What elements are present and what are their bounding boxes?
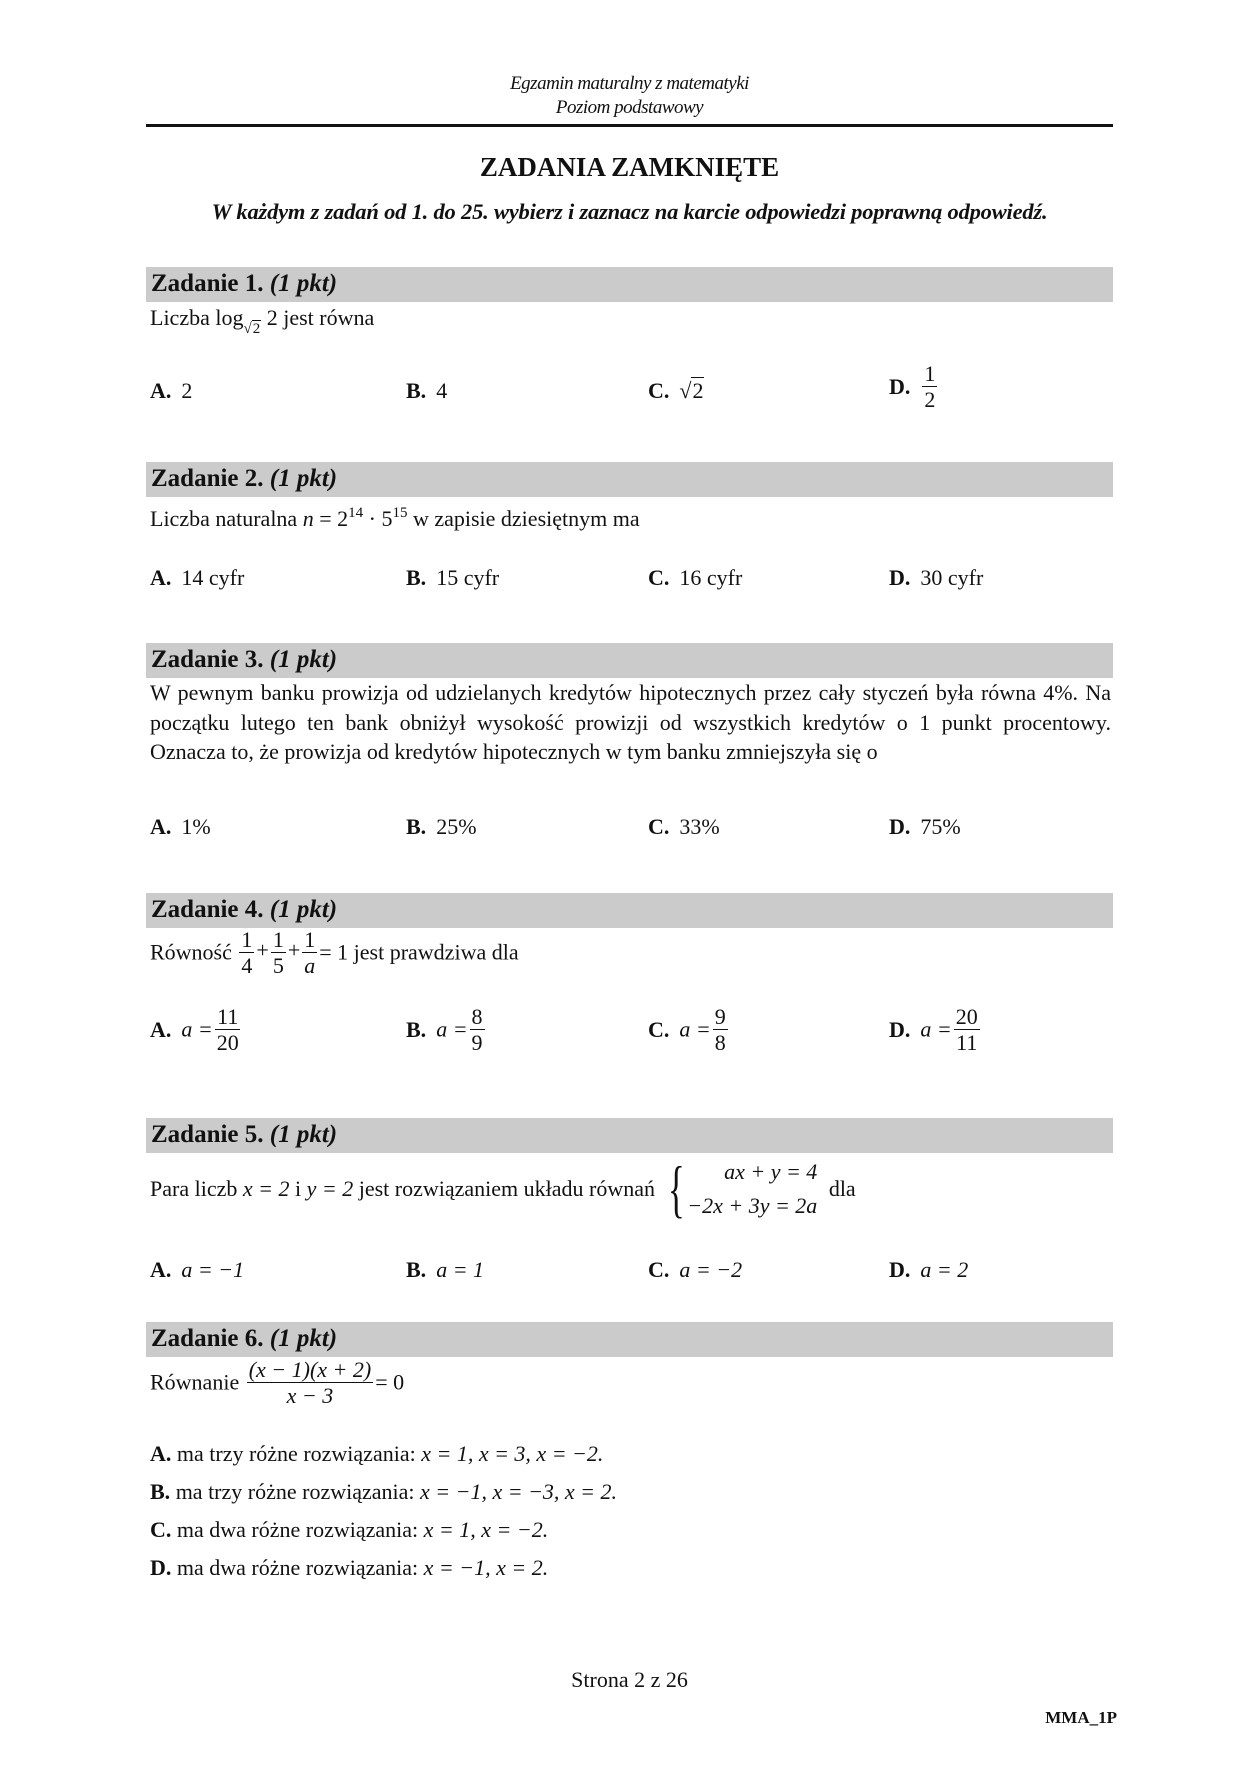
task-3-prompt: W pewnym banku prowizja od udzielanych kredytów hipotecznych przez cały styczeń była równa 4%. Na początku lutego ten bank obniżył wysokość prowizji od wszystkich kredytów o 1 punkt procentowy. Oznacza to, że prowizja od kredytów hipotecznych w tym banku zmniejszyła się o [150, 680, 1111, 764]
variable: n [302, 506, 314, 531]
task-5-option-c[interactable]: C. a = −2 [648, 1257, 743, 1282]
exponent: 14 [348, 505, 364, 521]
task-5-label: Zadanie 5. [151, 1121, 264, 1148]
base: 5 [381, 506, 393, 531]
task-6-prompt [150, 1358, 404, 1407]
task-4-points: (1 pkt) [269, 896, 338, 923]
task-3-option-d[interactable]: D. 75% [889, 814, 961, 839]
prompt-text: Równość [150, 939, 232, 965]
fraction: $\frac{20}{11}$ [955, 1004, 978, 1056]
page-number: Strona 2 z 26 [571, 1667, 688, 1692]
fraction: $\frac{1}{4}$ [241, 927, 253, 979]
task-1-points: (1 pkt) [269, 270, 338, 297]
prompt-text: Liczba log [150, 305, 244, 330]
task-1-option-c[interactable]: C. √2 [648, 378, 704, 403]
rhs: = 0 [375, 1369, 405, 1395]
task-3-header [146, 643, 1113, 678]
base: 2 [337, 506, 349, 531]
task-1-prompt [150, 305, 374, 338]
task-4-option-d[interactable]: D. a = $\frac{20}{11}$ [889, 1004, 978, 1056]
task-4-option-a[interactable]: A. a = $\frac{11}{20}$ [150, 1004, 239, 1056]
prompt-text: dla [828, 1176, 856, 1201]
task-6-option-c[interactable]: C. ma dwa różne rozwiązania: x = 1, x = −2. [150, 1517, 549, 1542]
fraction: $\frac{11}{20}$ [216, 1004, 239, 1056]
task-6-option-d[interactable]: D. ma dwa różne rozwiązania: x = −1, x = 2. [150, 1555, 549, 1580]
task-2-label: Zadanie 2. [151, 465, 264, 492]
task-4-prompt: Równość $\frac{1}{4}$ + $\frac{1}{5}$ + $\frac{1}{a}$ = 1 jest prawdziwa dla [150, 927, 519, 979]
fraction: $\frac{8}{9}$ [471, 1004, 483, 1056]
task-6-header [146, 1322, 1113, 1357]
task-4-option-b[interactable]: B. a = $\frac{8}{9}$ [406, 1004, 483, 1056]
sqrt-symbol: √2 [679, 378, 704, 403]
prompt-text: jest rozwiązaniem układu równań [358, 1176, 656, 1201]
prompt-text: Liczba naturalna [150, 506, 298, 531]
fraction: $\frac{1}{2}$ [924, 361, 936, 413]
fraction: $\frac{(x - 1)(x + 2)}{x - 3}$ [248, 1357, 372, 1409]
task-1-label: Zadanie 1. [151, 270, 264, 297]
task-6-option-b[interactable]: B. ma trzy różne rozwiązania: x = −1, x = −3, x = 2. [150, 1479, 618, 1504]
task-1-header [146, 267, 1113, 302]
exam-code: MMA_1P [1045, 1708, 1117, 1727]
log-argument: 2 [266, 305, 278, 330]
task-3-points: (1 pkt) [269, 646, 338, 673]
conjunction: i [294, 1176, 302, 1201]
condition-x: x = 2 [242, 1176, 290, 1201]
prompt-text: w zapisie dziesiętnym ma [412, 506, 640, 531]
task-2-option-a[interactable]: A. 14 cyfr [150, 565, 245, 590]
equation-system [661, 1155, 818, 1223]
task-2-header [146, 462, 1113, 497]
fraction: $\frac{1}{5}$ [272, 927, 284, 979]
fraction: $\frac{9}{8}$ [714, 1004, 726, 1056]
task-5-prompt [150, 1155, 856, 1223]
task-2-option-c[interactable]: C. 16 cyfr [648, 565, 743, 590]
task-4-label: Zadanie 4. [151, 896, 264, 923]
task-3-option-b[interactable]: B. 25% [406, 814, 477, 839]
fraction: $\frac{1}{a}$ [304, 927, 316, 979]
task-5-points: (1 pkt) [269, 1121, 338, 1148]
task-1-option-a[interactable]: A. 2 [150, 378, 193, 403]
task-2-option-b[interactable]: B. 15 cyfr [406, 565, 500, 590]
task-1-option-d[interactable]: D. $\frac{1}{2}$ [889, 361, 936, 413]
task-2-prompt: Liczba naturalna $n = 2^{14} \cdot 5^{15}$ w zapisie dziesiętnym ma [150, 505, 640, 531]
running-header-exam: Egzamin maturalny z matematyki [510, 73, 749, 94]
equation-1: ax + y = 4 [724, 1159, 818, 1184]
sqrt-symbol: √2 [243, 321, 261, 337]
equation-2: −2x + 3y = 2a [687, 1193, 818, 1218]
prompt-text: jest prawdziwa dla [353, 939, 519, 965]
task-5-option-d[interactable]: D. a = 2 [889, 1257, 969, 1282]
task-3-option-c[interactable]: C. 33% [648, 814, 720, 839]
header-rule [146, 124, 1113, 127]
running-header-level: Poziom podstawowy [555, 97, 704, 118]
section-title: ZADANIA ZAMKNIĘTE [479, 152, 780, 182]
task-5-option-b[interactable]: B. a = 1 [406, 1257, 485, 1282]
task-2-option-d[interactable]: D. 30 cyfr [889, 565, 984, 590]
task-1-option-b[interactable]: B. 4 [406, 378, 448, 403]
instruction: W każdym z zadań od 1. do 25. wybierz i zaznacz na karcie odpowiedzi poprawną odpowiedź. [211, 199, 1048, 224]
task-6-option-a[interactable]: A. ma trzy różne rozwiązania: x = 1, x = 3, x = −2. [150, 1441, 604, 1466]
prompt-text: Para liczb [150, 1176, 238, 1201]
task-3-option-a[interactable]: A. 1% [150, 814, 211, 839]
task-6-label: Zadanie 6. [151, 1325, 264, 1352]
task-4-option-c[interactable]: C. a = $\frac{9}{8}$ [648, 1004, 726, 1056]
exponent: 15 [392, 505, 408, 521]
task-6-points: (1 pkt) [269, 1325, 338, 1352]
task-5-header [146, 1118, 1113, 1153]
task-2-points: (1 pkt) [269, 465, 338, 492]
brace-icon: { [667, 1153, 685, 1224]
task-4-header [146, 893, 1113, 928]
prompt-text: Równanie [150, 1369, 240, 1395]
task-5-option-a[interactable]: A. a = −1 [150, 1257, 245, 1282]
prompt-text: jest równa [283, 305, 375, 330]
condition-y: y = 2 [306, 1176, 354, 1201]
rhs: = 1 [319, 939, 349, 965]
task-3-label: Zadanie 3. [151, 646, 264, 673]
